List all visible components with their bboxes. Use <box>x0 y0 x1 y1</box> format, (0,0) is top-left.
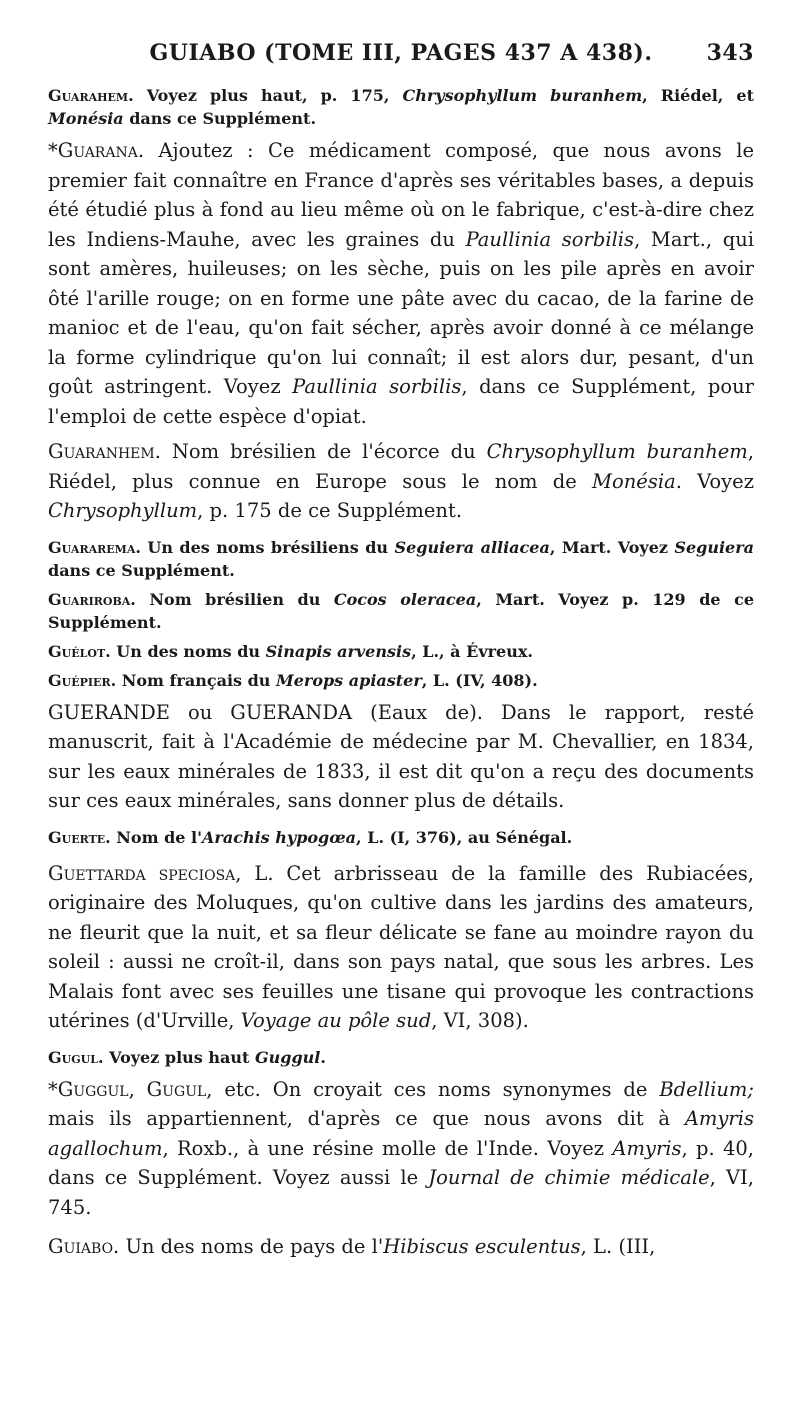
entry-text: Un des noms de pays de l' <box>119 1235 384 1258</box>
entry-term: Guaranhem. <box>48 440 161 463</box>
entry-italic: Merops apiaster <box>276 670 422 690</box>
entry-italic: Monésia <box>48 109 124 128</box>
running-title: GUIABO (TOME III, PAGES 437 A 438). <box>149 40 653 66</box>
entry-text: , L. (IV, 408). <box>421 670 538 690</box>
entry-term: Guélot. <box>48 641 111 661</box>
entry-term: Guerte. <box>48 827 111 847</box>
entry-italic: Amyris agallochum <box>48 1107 754 1160</box>
page-number: 343 <box>706 40 754 66</box>
entry-text: . Voyez <box>675 469 754 493</box>
entry-guerande <box>48 698 754 816</box>
entry-italic: Paullinia sorbilis <box>292 375 462 398</box>
entry-italic: Chrysophyllum <box>48 499 198 522</box>
entry-term: Gugul. <box>48 1047 104 1067</box>
entry-gugul <box>48 1046 754 1069</box>
entry-text: , Roxb., à une résine molle de l'Inde. Voyez <box>162 1136 613 1160</box>
entry-text: Nom brésilien du <box>135 589 334 609</box>
entry-guarana <box>48 136 754 431</box>
entry-text: , VI, 745. <box>48 1166 754 1219</box>
running-header <box>48 40 754 84</box>
entry-term: Guiabo. <box>48 1235 120 1258</box>
entry-text: L. Cet arbrisseau de la famille des Rubiacées, originaire des Moluques, qu'on cultive dans les jardins des amateurs, ne fleurit que la nuit, et sa fleur délicate se fane au moindre rayon du soleil : aussi ne croît-il, dans son pays natal, que sous les arbres. Les Malais font avec ses feuilles une tisane qui provoque les contractions utérines (d'Urville, <box>48 861 754 1032</box>
entry-italic: Voyage au pôle sud <box>240 1009 432 1032</box>
entry-text: . <box>320 1047 326 1067</box>
entry-italic: Chrysophyllum buranhem <box>402 86 643 105</box>
entry-text: etc. On croyait ces noms synonymes de <box>212 1077 660 1101</box>
entry-term: GUERANDE ou GUERANDA <box>48 700 353 724</box>
entry-term: Guépier. <box>48 670 117 690</box>
entry-guararema <box>48 536 754 582</box>
entry-text: Voyez plus haut <box>103 1047 255 1067</box>
entry-guggul <box>48 1075 754 1223</box>
entry-text: , VI, 308). <box>431 1009 529 1032</box>
entry-italic: Arachis hypogœa <box>202 827 357 847</box>
entry-text: , dans ce Supplément, pour l'emploi de cette espèce d'opiat. <box>48 375 755 428</box>
entry-italic: Chrysophyllum buranhem <box>486 440 748 463</box>
entry-guiabo <box>48 1232 754 1262</box>
entry-guaranhem <box>48 437 754 526</box>
entry-text: Nom de l' <box>110 827 203 847</box>
entry-text: , Riédel, et <box>642 86 755 105</box>
entry-italic: Guggul <box>254 1047 321 1067</box>
entry-text: (Eaux de). Dans le rapport, resté manuscrit, fait à l'Académie de médecine par M. Chevallier, en 1834, sur les eaux minérales de 1833, il est dit qu'on a reçu des documents sur ces eaux minérales, sans donner plus de détails. <box>48 700 754 812</box>
entry-text: , Mart., qui sont amères, huileuses; on les sèche, puis on les pile après en avoir ôté l'arille rouge; on en forme une pâte avec du cacao, de la farine de manioc et de l'eau, qu'on fait sécher, après avoir donné à ce mélange la forme cylindrique qu'on lui connaît; il est alors dur, pesant, d'un goût astringent. Voyez <box>48 227 754 398</box>
entry-italic: Amyris <box>612 1136 682 1160</box>
entry-text: mais ils appartiennent, d'après ce que nous avons dit à <box>48 1107 685 1130</box>
entry-text: , L. (III, <box>580 1235 656 1258</box>
entry-term: *Guggul, Gugul, <box>48 1077 213 1101</box>
entry-text: , Riédel, plus connue en Europe sous le nom de <box>48 440 754 493</box>
entry-text: , L. (I, 376), au Sénégal. <box>356 827 573 847</box>
entry-guelot <box>48 640 754 663</box>
entry-text: Un des noms du <box>110 641 266 661</box>
entry-italic: Sinapis arvensis <box>265 641 412 661</box>
entry-term: Guararema. <box>48 537 141 557</box>
entry-text: , Mart. Voyez p. 129 de ce Supplément. <box>48 589 755 632</box>
entry-italic: Cocos oleracea <box>333 589 477 609</box>
entry-text: Un des noms brésiliens du <box>140 537 395 557</box>
entry-text: dans ce Supplément. <box>123 109 317 128</box>
entry-italic: Bdellium; <box>659 1077 754 1101</box>
entry-text: Nom brésilien de l'écorce du <box>160 440 487 463</box>
entry-guariroba <box>48 588 754 634</box>
entry-text: Nom français du <box>116 670 276 690</box>
entry-text: Ajoutez : Ce médicament composé, que nous avons le premier fait connaître en France d'après ses véritables bases, a depuis été étudié plus à fond au lieu même où on le fabrique, c'est-à-dire chez les Indiens-Mauhe, avec les graines du <box>48 139 754 251</box>
entry-term: *Guarana. <box>48 139 145 162</box>
entry-text: , Mart. Voyez <box>549 537 675 557</box>
entry-italic: Paullinia sorbilis <box>465 227 635 251</box>
entry-term: Guarahem. <box>48 86 134 105</box>
entry-italic: Journal de chimie médicale <box>428 1166 710 1189</box>
entry-text: , L., à Évreux. <box>411 641 533 661</box>
entry-text: , p. 40, dans ce Supplément. Voyez aussi le <box>48 1136 754 1189</box>
entry-italic: Seguiera <box>674 537 755 557</box>
page <box>48 40 754 1262</box>
entry-guarahem <box>48 84 754 130</box>
entry-text: dans ce Supplément. <box>48 560 235 580</box>
entry-guettarda <box>48 859 754 1036</box>
entry-italic: Seguiera alliacea <box>394 537 550 557</box>
entry-italic: Hibiscus esculentus <box>383 1235 581 1258</box>
entry-italic: Monésia <box>592 469 676 493</box>
entry-guepier <box>48 669 754 692</box>
entry-text: Voyez plus haut, p. 175, <box>133 86 403 105</box>
entry-term: Guariroba. <box>48 589 136 609</box>
entry-text: , p. 175 de ce Supplément. <box>197 499 463 522</box>
entry-term: Guettarda speciosa, <box>48 861 242 885</box>
entry-guerte <box>48 826 754 849</box>
